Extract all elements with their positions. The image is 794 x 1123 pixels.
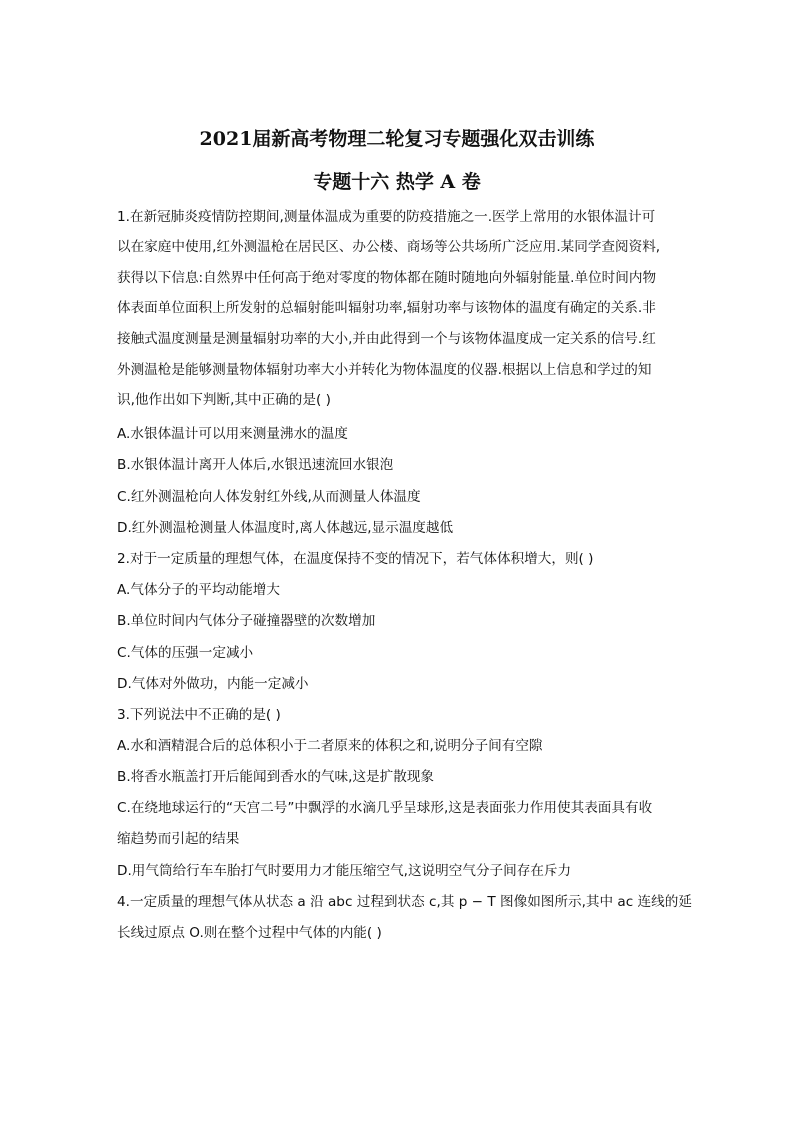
q3-option-b: B.将香水瓶盖打开后能闻到香水的气味,这是扩散现象 [117, 769, 435, 785]
q1-stem-line-4: 体表面单位面积上所发射的总辐射能叫辐射功率,辐射功率与该物体的温度有确定的关系.非 [117, 300, 656, 316]
q4-stem-line-1: 4.一定质量的理想气体从状态 a 沿 abc 过程到状态 c,其 p − T 图像如图所示,其中 ac 连线的延 [117, 894, 692, 910]
q1-option-b: B.水银体温计离开人体后,水银迅速流回水银泡 [117, 457, 394, 473]
q1-stem-line-1: 1.在新冠肺炎疫情防控期间,测量体温成为重要的防疫措施之一.医学上常用的水银体温计可 [117, 209, 656, 225]
q4-stem-line-2: 长线过原点 O.则在整个过程中气体的内能( ) [117, 925, 382, 941]
q1-option-d: D.红外测温枪测量人体温度时,离人体越远,显示温度越低 [117, 520, 454, 536]
q3-option-d: D.用气筒给行车车胎打气时要用力才能压缩空气,这说明空气分子间存在斥力 [117, 863, 572, 879]
q3-option-c-line-2: 缩趋势而引起的结果 [117, 831, 240, 847]
q2-option-c: C.气体的压强一定减小 [117, 645, 254, 661]
q2-option-d: D.气体对外做功，内能一定减小 [117, 676, 309, 692]
q1-stem-line-7: 识,他作出如下判断,其中正确的是( ) [117, 392, 331, 408]
document-title: 2021届新高考物理二轮复习专题强化双击训练 [199, 128, 595, 150]
q3-option-c-line-1: C.在绕地球运行的“天宫二号”中飘浮的水滴几乎呈球形,这是表面张力作用使其表面具有收 [117, 800, 653, 816]
q1-stem-line-3: 获得以下信息:自然界中任何高于绝对零度的物体都在随时随地向外辐射能量.单位时间内物 [117, 270, 657, 286]
q1-option-a: A.水银体温计可以用来测量沸水的温度 [117, 426, 348, 442]
document-subtitle: 专题十六 热学 A 卷 [313, 171, 481, 193]
q3-stem-line-1: 3.下列说法中不正确的是( ) [117, 707, 281, 723]
q1-option-c: C.红外测温枪向人体发射红外线,从而测量人体温度 [117, 489, 421, 505]
q1-stem-line-5: 接触式温度测量是测量辐射功率的大小,并由此得到一个与该物体温度成一定关系的信号.红 [117, 331, 656, 347]
q1-stem-line-2: 以在家庭中使用,红外测温枪在居民区、办公楼、商场等公共场所广泛应用.某同学查阅资料, [117, 239, 661, 255]
q2-stem-line-1: 2.对于一定质量的理想气体，在温度保持不变的情况下，若气体体积增大，则( ) [117, 551, 594, 567]
q2-option-a: A.气体分子的平均动能增大 [117, 582, 280, 598]
q1-stem-line-6: 外测温枪是能够测量物体辐射功率大小并转化为物体温度的仪器.根据以上信息和学过的知 [117, 362, 652, 378]
q2-option-b: B.单位时间内气体分子碰撞器壁的次数增加 [117, 613, 376, 629]
q3-option-a: A.水和酒精混合后的总体积小于二者原来的体积之和,说明分子间有空隙 [117, 738, 543, 754]
